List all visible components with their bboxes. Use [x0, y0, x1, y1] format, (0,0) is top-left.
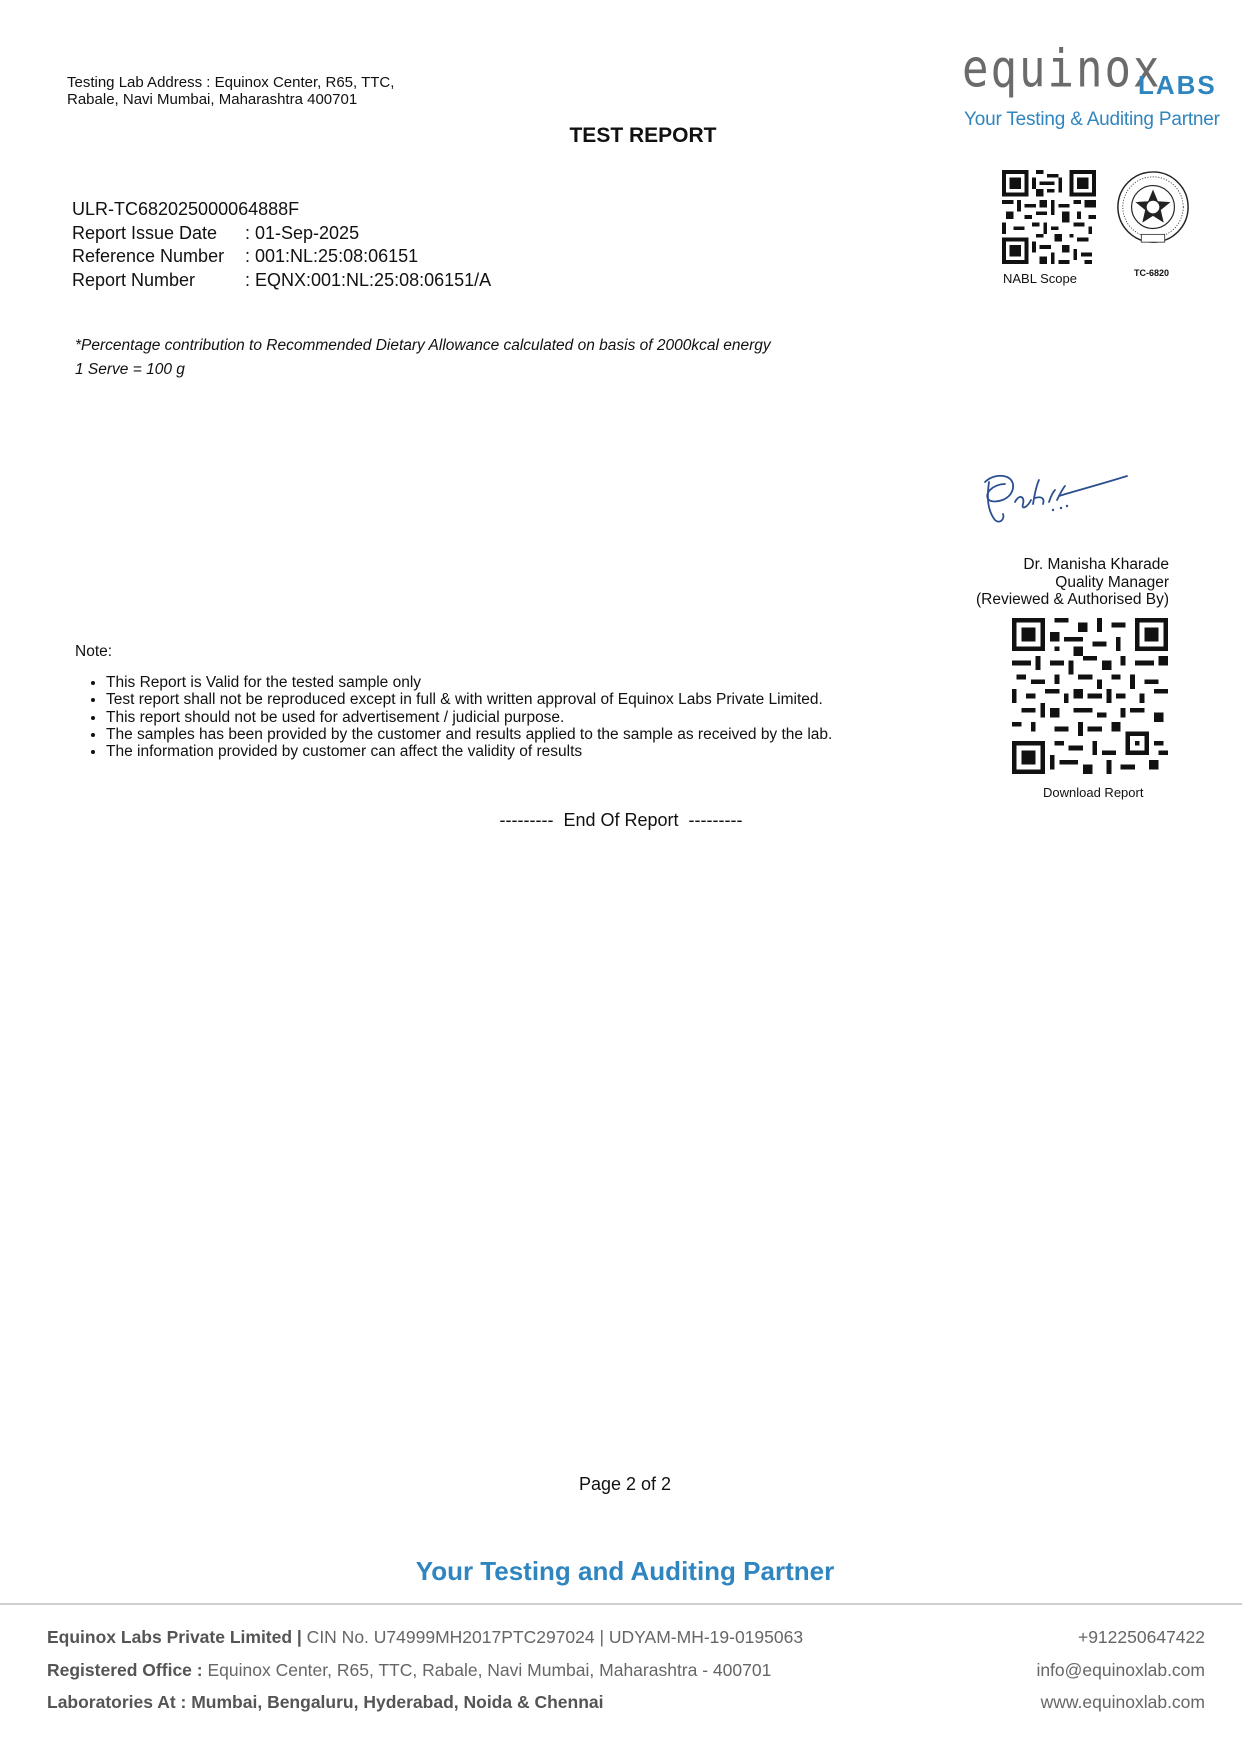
meta-row-issue-date	[72, 222, 491, 246]
meta-value: : 001:NL:25:08:06151	[245, 246, 419, 266]
meta-row-report-number	[72, 269, 491, 293]
signatory-authorisation: (Reviewed & Authorised By)	[976, 591, 1169, 608]
meta-row-reference-number	[72, 245, 491, 269]
notes-list	[88, 674, 832, 760]
brand-name: equinox	[962, 39, 1162, 100]
company-registration: CIN No. U74999MH2017PTC297024 | UDYAM-MH-19-0195063	[301, 1627, 804, 1647]
meta-value: : EQNX:001:NL:25:08:06151/A	[245, 269, 492, 290]
download-report-caption: Download Report	[1043, 785, 1144, 800]
nabl-accreditation-seal-icon	[1114, 170, 1192, 248]
serving-size-note: 1 Serve = 100 g	[75, 361, 185, 378]
equinox-labs-logo	[962, 39, 1232, 134]
meta-value: : 01-Sep-2025	[245, 222, 360, 243]
download-report-qr-code[interactable]	[1012, 618, 1168, 774]
end-of-report: --------- End Of Report ---------	[499, 810, 743, 830]
meta-label: Report Number	[72, 269, 196, 290]
footer-office-line	[47, 1654, 803, 1687]
note-item: • The information provided by customer can affect the validity of results	[106, 743, 832, 760]
signature-image	[975, 462, 1135, 532]
office-label: Registered Office :	[47, 1659, 203, 1680]
notes-title: Note:	[75, 643, 113, 660]
company-name: Equinox Labs Private Limited |	[47, 1627, 302, 1647]
report-meta	[72, 198, 491, 292]
footer-phone[interactable]: +912250647422	[1077, 1627, 1205, 1647]
nabl-scope-caption: NABL Scope	[1003, 271, 1077, 286]
brand-tagline: Your Testing & Auditing Partner	[964, 109, 1220, 130]
note-item: • This Report is Valid for the tested sample only	[106, 674, 832, 691]
ulr-number: ULR-TC682025000064888F	[72, 199, 300, 219]
signatory-role: Quality Manager	[1055, 573, 1169, 591]
nabl-scope-qr-code[interactable]	[1002, 170, 1096, 264]
footer-website[interactable]: www.equinoxlab.com	[1040, 1692, 1205, 1712]
note-item: • The samples has been provided by the customer and results applied to the sample as received by the lab.	[106, 726, 832, 743]
rda-footnote	[75, 334, 771, 382]
office-address: Equinox Center, R65, TTC, Rabale, Navi Mumbai, Maharashtra - 400701	[202, 1659, 772, 1680]
signatory-block	[976, 556, 1169, 609]
meta-label: Reference Number	[72, 246, 225, 266]
brand-labs: LABS	[1138, 70, 1217, 100]
laboratory-locations: Laboratories At : Mumbai, Bengaluru, Hyderabad, Noida & Chennai	[47, 1692, 604, 1712]
footer-company-info	[47, 1621, 803, 1719]
signatory-name: Dr. Manisha Kharade	[1023, 556, 1169, 573]
meta-label: Report Issue Date	[72, 222, 218, 243]
report-title: TEST REPORT	[569, 124, 717, 147]
nabl-certificate-code: TC-6820	[1134, 268, 1170, 278]
footer-divider	[0, 1603, 1242, 1605]
footer-email[interactable]: info@equinoxlab.com	[1036, 1659, 1205, 1680]
page-number: Page 2 of 2	[578, 1474, 672, 1494]
footer-labs-line	[47, 1686, 803, 1719]
footer-contact	[1036, 1621, 1205, 1719]
note-item: • Test report shall not be reproduced except in full & with written approval of Equinox Labs Private Limited.	[106, 691, 832, 708]
lab-address: Testing Lab Address : Equinox Center, R65, TTC, Rabale, Navi Mumbai, Maharashtra 400701	[67, 74, 395, 108]
note-item: • This report should not be used for advertisement / judicial purpose.	[106, 709, 832, 726]
footer-company-line	[47, 1621, 803, 1654]
rda-footnote-line: *Percentage contribution to Recommended Dietary Allowance calculated on basis of 2000kcal energy	[75, 337, 771, 354]
footer-tagline: Your Testing and Auditing Partner	[415, 1556, 835, 1586]
